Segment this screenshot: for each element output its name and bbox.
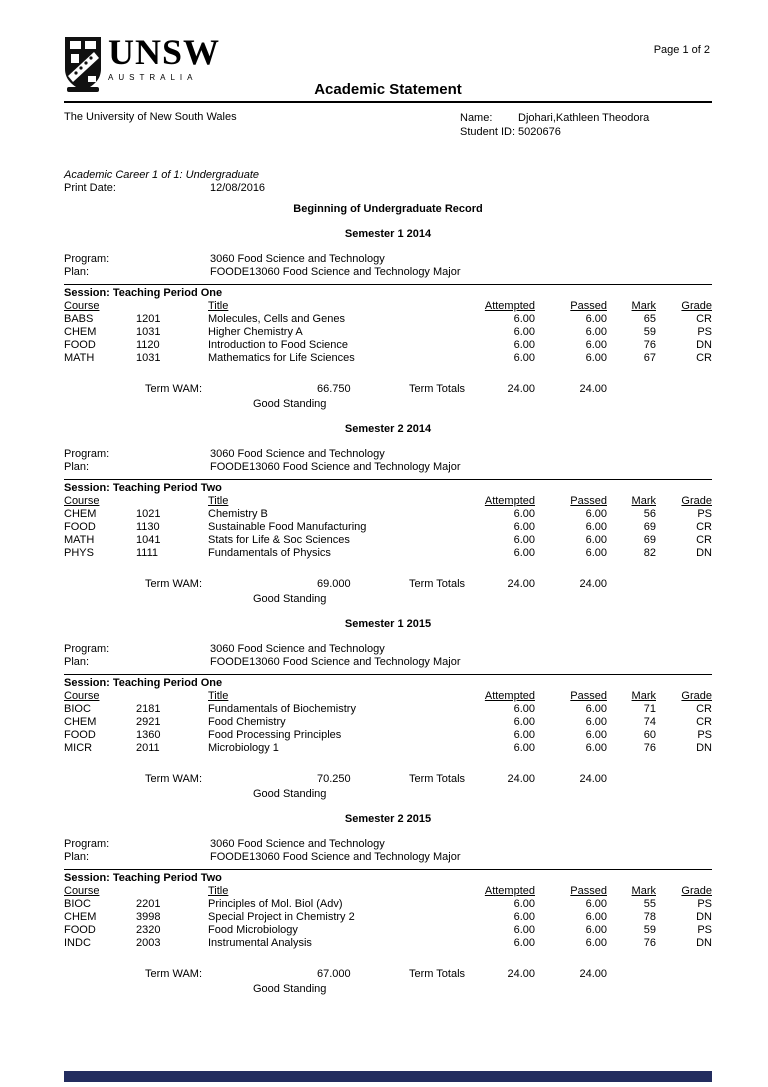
- course-row: [64, 742, 712, 755]
- program-label: Program:: [64, 643, 110, 655]
- course-grade: DN: [696, 547, 712, 559]
- semester-section: [64, 228, 712, 411]
- course-row: [64, 339, 712, 352]
- course-table-header: [64, 300, 712, 313]
- standing-text: Good Standing: [253, 398, 327, 410]
- course-title: Introduction to Food Science: [208, 339, 349, 351]
- session-heading: Session: Teaching Period Two: [64, 869, 712, 885]
- academic-career-line: Academic Career 1 of 1: Undergraduate: [64, 169, 260, 181]
- course-row: [64, 898, 712, 911]
- course-table-header: [64, 885, 712, 898]
- semester-heading: Semester 2 2015: [344, 813, 432, 825]
- program-value: 3060 Food Science and Technology: [210, 448, 385, 460]
- course-code: CHEM: [64, 508, 97, 520]
- course-code: MICR: [64, 742, 93, 754]
- course-code: FOOD: [64, 521, 96, 533]
- course-title: Mathematics for Life Sciences: [208, 352, 355, 364]
- standing-text: Good Standing: [253, 593, 327, 605]
- program-value: 3060 Food Science and Technology: [210, 253, 385, 265]
- course-header-course: Course: [64, 300, 100, 312]
- program-label: Program:: [64, 253, 110, 265]
- course-passed: 6.00: [585, 326, 607, 338]
- course-header-attempted: Attempted: [484, 690, 535, 702]
- term-totals-label: Term Totals: [409, 773, 466, 785]
- session-heading: Session: Teaching Period Two: [64, 479, 712, 495]
- course-grade: PS: [697, 508, 712, 520]
- course-attempted: 6.00: [513, 521, 535, 533]
- course-grade: DN: [696, 742, 712, 754]
- course-title: Microbiology 1: [208, 742, 279, 754]
- university-identity-row: [64, 111, 712, 139]
- course-header-grade: Grade: [681, 885, 712, 897]
- plan-value: FOODE13060 Food Science and Technology Major: [210, 461, 461, 473]
- course-grade: DN: [696, 937, 712, 949]
- course-passed: 6.00: [585, 703, 607, 715]
- course-title: Fundamentals of Physics: [208, 547, 331, 559]
- semester-heading: Semester 1 2015: [344, 618, 432, 630]
- course-number: 1031: [136, 352, 161, 364]
- term-attempted-total: 24.00: [507, 968, 535, 980]
- course-grade: DN: [696, 911, 712, 923]
- course-row: [64, 937, 712, 950]
- term-attempted-total: 24.00: [507, 773, 535, 785]
- totals-spacer: [64, 773, 145, 786]
- course-header-course: Course: [64, 495, 100, 507]
- program-value: 3060 Food Science and Technology: [210, 838, 385, 850]
- course-mark: 82: [643, 547, 656, 559]
- australia-text: AUSTRALIA: [108, 73, 198, 82]
- semesters-container: [64, 228, 712, 996]
- course-header-grade: Grade: [681, 690, 712, 702]
- course-attempted: 6.00: [513, 729, 535, 741]
- course-title: Higher Chemistry A: [208, 326, 303, 338]
- course-code: FOOD: [64, 924, 96, 936]
- course-passed: 6.00: [585, 339, 607, 351]
- course-mark: 71: [643, 703, 656, 715]
- plan-label: Plan:: [64, 461, 90, 473]
- course-table-header: [64, 690, 712, 703]
- course-mark: 76: [643, 742, 656, 754]
- course-grade: CR: [696, 716, 712, 728]
- course-header-grade: Grade: [681, 495, 712, 507]
- course-code: CHEM: [64, 326, 97, 338]
- term-passed-total: 24.00: [579, 773, 607, 785]
- term-wam-value: 69.000: [317, 578, 351, 590]
- program-row: [64, 838, 712, 851]
- course-mark: 65: [643, 313, 656, 325]
- course-header-attempted: Attempted: [484, 495, 535, 507]
- term-wam-label: Term WAM:: [145, 578, 203, 590]
- course-grade: CR: [696, 313, 712, 325]
- term-summary-row: [64, 968, 712, 981]
- course-grade: CR: [696, 703, 712, 715]
- name-label: Name:: [460, 112, 493, 124]
- term-totals-label: Term Totals: [409, 383, 466, 395]
- plan-value: FOODE13060 Food Science and Technology Major: [210, 851, 461, 863]
- course-mark: 59: [643, 326, 656, 338]
- totals-spacer: [264, 383, 317, 396]
- course-title: Food Microbiology: [208, 924, 298, 936]
- semester-heading: Semester 2 2014: [344, 423, 432, 435]
- name-value: Djohari,Kathleen Theodora: [518, 112, 650, 124]
- course-mark: 76: [643, 937, 656, 949]
- footer-bar: [64, 1071, 712, 1082]
- course-passed: 6.00: [585, 924, 607, 936]
- record-heading: Beginning of Undergraduate Record: [293, 203, 483, 215]
- term-passed-total: 24.00: [579, 578, 607, 590]
- course-number: 2921: [136, 716, 161, 728]
- print-date-label: Print Date:: [64, 182, 116, 194]
- course-header-title: Title: [208, 690, 229, 702]
- student-id-label: Student ID:: [460, 126, 516, 138]
- term-wam-value: 67.000: [317, 968, 351, 980]
- course-number: 1111: [136, 547, 159, 559]
- plan-row: [64, 461, 712, 474]
- session-heading: Session: Teaching Period One: [64, 674, 712, 690]
- course-title: Molecules, Cells and Genes: [208, 313, 345, 325]
- course-number: 1120: [136, 339, 160, 351]
- course-header-mark: Mark: [631, 690, 656, 702]
- term-totals-label: Term Totals: [409, 968, 466, 980]
- masthead: [64, 32, 712, 98]
- course-mark: 60: [643, 729, 656, 741]
- course-number: 1021: [136, 508, 161, 520]
- course-passed: 6.00: [585, 313, 607, 325]
- course-title: Stats for Life & Soc Sciences: [208, 534, 350, 546]
- unsw-text: UNSW: [108, 32, 221, 72]
- plan-value: FOODE13060 Food Science and Technology Major: [210, 656, 461, 668]
- course-attempted: 6.00: [513, 937, 535, 949]
- course-attempted: 6.00: [513, 352, 535, 364]
- course-row: [64, 547, 712, 560]
- plan-row: [64, 851, 712, 864]
- plan-label: Plan:: [64, 851, 90, 863]
- course-row: [64, 716, 712, 729]
- course-code: CHEM: [64, 911, 97, 923]
- term-wam-value: 70.250: [317, 773, 351, 785]
- course-row: [64, 924, 712, 937]
- course-grade: PS: [697, 898, 712, 910]
- course-header-passed: Passed: [570, 885, 607, 897]
- semester-heading: Semester 1 2014: [344, 228, 432, 240]
- course-row: [64, 729, 712, 742]
- program-row: [64, 253, 712, 266]
- course-passed: 6.00: [585, 534, 607, 546]
- course-header-title: Title: [208, 885, 229, 897]
- course-header-passed: Passed: [570, 300, 607, 312]
- course-number: 3998: [136, 911, 161, 923]
- course-mark: 74: [643, 716, 656, 728]
- course-header-passed: Passed: [570, 495, 607, 507]
- course-passed: 6.00: [585, 521, 607, 533]
- course-mark: 59: [643, 924, 656, 936]
- session-heading: Session: Teaching Period One: [64, 284, 712, 300]
- course-attempted: 6.00: [513, 742, 535, 754]
- plan-row: [64, 656, 712, 669]
- course-grade: CR: [696, 521, 712, 533]
- course-attempted: 6.00: [513, 547, 535, 559]
- course-code: FOOD: [64, 729, 96, 741]
- course-code: BABS: [64, 313, 94, 325]
- course-number: 1031: [136, 326, 161, 338]
- program-label: Program:: [64, 448, 110, 460]
- totals-spacer: [64, 578, 145, 591]
- course-row: [64, 326, 712, 339]
- course-attempted: 6.00: [513, 898, 535, 910]
- course-number: 1130: [136, 521, 160, 533]
- course-header-course: Course: [64, 690, 100, 702]
- course-title: Special Project in Chemistry 2: [208, 911, 355, 923]
- course-row: [64, 534, 712, 547]
- course-passed: 6.00: [585, 898, 607, 910]
- page-number: Page 1 of 2: [653, 44, 710, 56]
- semester-section: [64, 423, 712, 606]
- course-attempted: 6.00: [513, 911, 535, 923]
- course-code: BIOC: [64, 898, 91, 910]
- course-passed: 6.00: [585, 352, 607, 364]
- course-header-title: Title: [208, 495, 229, 507]
- course-attempted: 6.00: [513, 508, 535, 520]
- program-row: [64, 643, 712, 656]
- course-title: Food Processing Principles: [208, 729, 342, 741]
- course-header-spacer: [136, 885, 208, 898]
- course-header-attempted: Attempted: [484, 885, 535, 897]
- term-wam-label: Term WAM:: [145, 773, 203, 785]
- course-mark: 67: [643, 352, 656, 364]
- totals-spacer: [264, 968, 317, 981]
- document-title: Academic Statement: [314, 81, 462, 98]
- course-passed: 6.00: [585, 937, 607, 949]
- standing-text: Good Standing: [253, 983, 327, 995]
- course-number: 2201: [136, 898, 161, 910]
- course-code: MATH: [64, 352, 95, 364]
- plan-label: Plan:: [64, 656, 90, 668]
- course-passed: 6.00: [585, 729, 607, 741]
- course-grade: PS: [697, 326, 712, 338]
- course-code: BIOC: [64, 703, 91, 715]
- semester-section: [64, 813, 712, 996]
- course-attempted: 6.00: [513, 534, 535, 546]
- plan-value: FOODE13060 Food Science and Technology Major: [210, 266, 461, 278]
- course-row: [64, 911, 712, 924]
- plan-row: [64, 266, 712, 279]
- course-code: CHEM: [64, 716, 97, 728]
- course-mark: 56: [643, 508, 656, 520]
- course-header-mark: Mark: [631, 300, 656, 312]
- plan-label: Plan:: [64, 266, 90, 278]
- course-code: PHYS: [64, 547, 94, 559]
- course-number: 2320: [136, 924, 161, 936]
- term-attempted-total: 24.00: [507, 383, 535, 395]
- course-passed: 6.00: [585, 716, 607, 728]
- course-grade: PS: [697, 924, 712, 936]
- course-mark: 76: [643, 339, 656, 351]
- course-title: Instrumental Analysis: [208, 937, 312, 949]
- totals-spacer: [264, 773, 317, 786]
- term-summary-row: [64, 578, 712, 591]
- student-id-value: 5020676: [518, 126, 561, 138]
- course-header-spacer: [136, 690, 208, 703]
- course-header-mark: Mark: [631, 885, 656, 897]
- term-summary-row: [64, 773, 712, 786]
- course-code: INDC: [64, 937, 91, 949]
- unsw-wordmark: [108, 32, 221, 84]
- term-wam-label: Term WAM:: [145, 383, 203, 395]
- course-attempted: 6.00: [513, 703, 535, 715]
- course-grade: CR: [696, 352, 712, 364]
- course-attempted: 6.00: [513, 313, 535, 325]
- course-number: 2181: [136, 703, 161, 715]
- term-wam-value: 66.750: [317, 383, 351, 395]
- course-header-title: Title: [208, 300, 229, 312]
- university-name: The University of New South Wales: [64, 111, 237, 123]
- term-passed-total: 24.00: [579, 968, 607, 980]
- course-number: 2011: [136, 742, 160, 754]
- course-grade: DN: [696, 339, 712, 351]
- course-title: Sustainable Food Manufacturing: [208, 521, 367, 533]
- course-passed: 6.00: [585, 547, 607, 559]
- name-row: [460, 111, 712, 125]
- course-table-header: [64, 495, 712, 508]
- course-header-spacer: [136, 300, 208, 313]
- course-passed: 6.00: [585, 911, 607, 923]
- course-grade: PS: [697, 729, 712, 741]
- course-attempted: 6.00: [513, 716, 535, 728]
- course-title: Food Chemistry: [208, 716, 286, 728]
- course-header-passed: Passed: [570, 690, 607, 702]
- standing-text: Good Standing: [253, 788, 327, 800]
- course-header-attempted: Attempted: [484, 300, 535, 312]
- term-attempted-total: 24.00: [507, 578, 535, 590]
- student-id-block: [460, 111, 712, 139]
- course-row: [64, 703, 712, 716]
- course-passed: 6.00: [585, 742, 607, 754]
- course-row: [64, 508, 712, 521]
- course-grade: CR: [696, 534, 712, 546]
- course-header-course: Course: [64, 885, 100, 897]
- student-id-row: [460, 125, 712, 139]
- course-attempted: 6.00: [513, 326, 535, 338]
- term-summary-row: [64, 383, 712, 396]
- course-title: Principles of Mol. Biol (Adv): [208, 898, 343, 910]
- course-code: MATH: [64, 534, 95, 546]
- course-attempted: 6.00: [513, 924, 535, 936]
- semester-section: [64, 618, 712, 801]
- program-value: 3060 Food Science and Technology: [210, 643, 385, 655]
- course-header-grade: Grade: [681, 300, 712, 312]
- course-header-mark: Mark: [631, 495, 656, 507]
- program-row: [64, 448, 712, 461]
- course-number: 2003: [136, 937, 161, 949]
- course-passed: 6.00: [585, 508, 607, 520]
- course-title: Chemistry B: [208, 508, 268, 520]
- term-totals-label: Term Totals: [409, 578, 466, 590]
- print-date-value: 12/08/2016: [210, 182, 266, 194]
- course-row: [64, 521, 712, 534]
- course-code: FOOD: [64, 339, 96, 351]
- program-label: Program:: [64, 838, 110, 850]
- course-attempted: 6.00: [513, 339, 535, 351]
- course-number: 1360: [136, 729, 161, 741]
- course-mark: 69: [643, 534, 656, 546]
- term-passed-total: 24.00: [579, 383, 607, 395]
- course-header-spacer: [136, 495, 208, 508]
- course-mark: 78: [643, 911, 656, 923]
- header-divider: [64, 101, 712, 103]
- print-date-row: [64, 182, 712, 195]
- totals-spacer: [64, 968, 145, 981]
- course-mark: 69: [643, 521, 656, 533]
- term-wam-label: Term WAM:: [145, 968, 203, 980]
- course-title: Fundamentals of Biochemistry: [208, 703, 356, 715]
- course-number: 1201: [136, 313, 161, 325]
- course-row: [64, 313, 712, 326]
- totals-spacer: [264, 578, 317, 591]
- course-row: [64, 352, 712, 365]
- totals-spacer: [64, 383, 145, 396]
- course-mark: 55: [643, 898, 656, 910]
- course-number: 1041: [136, 534, 161, 546]
